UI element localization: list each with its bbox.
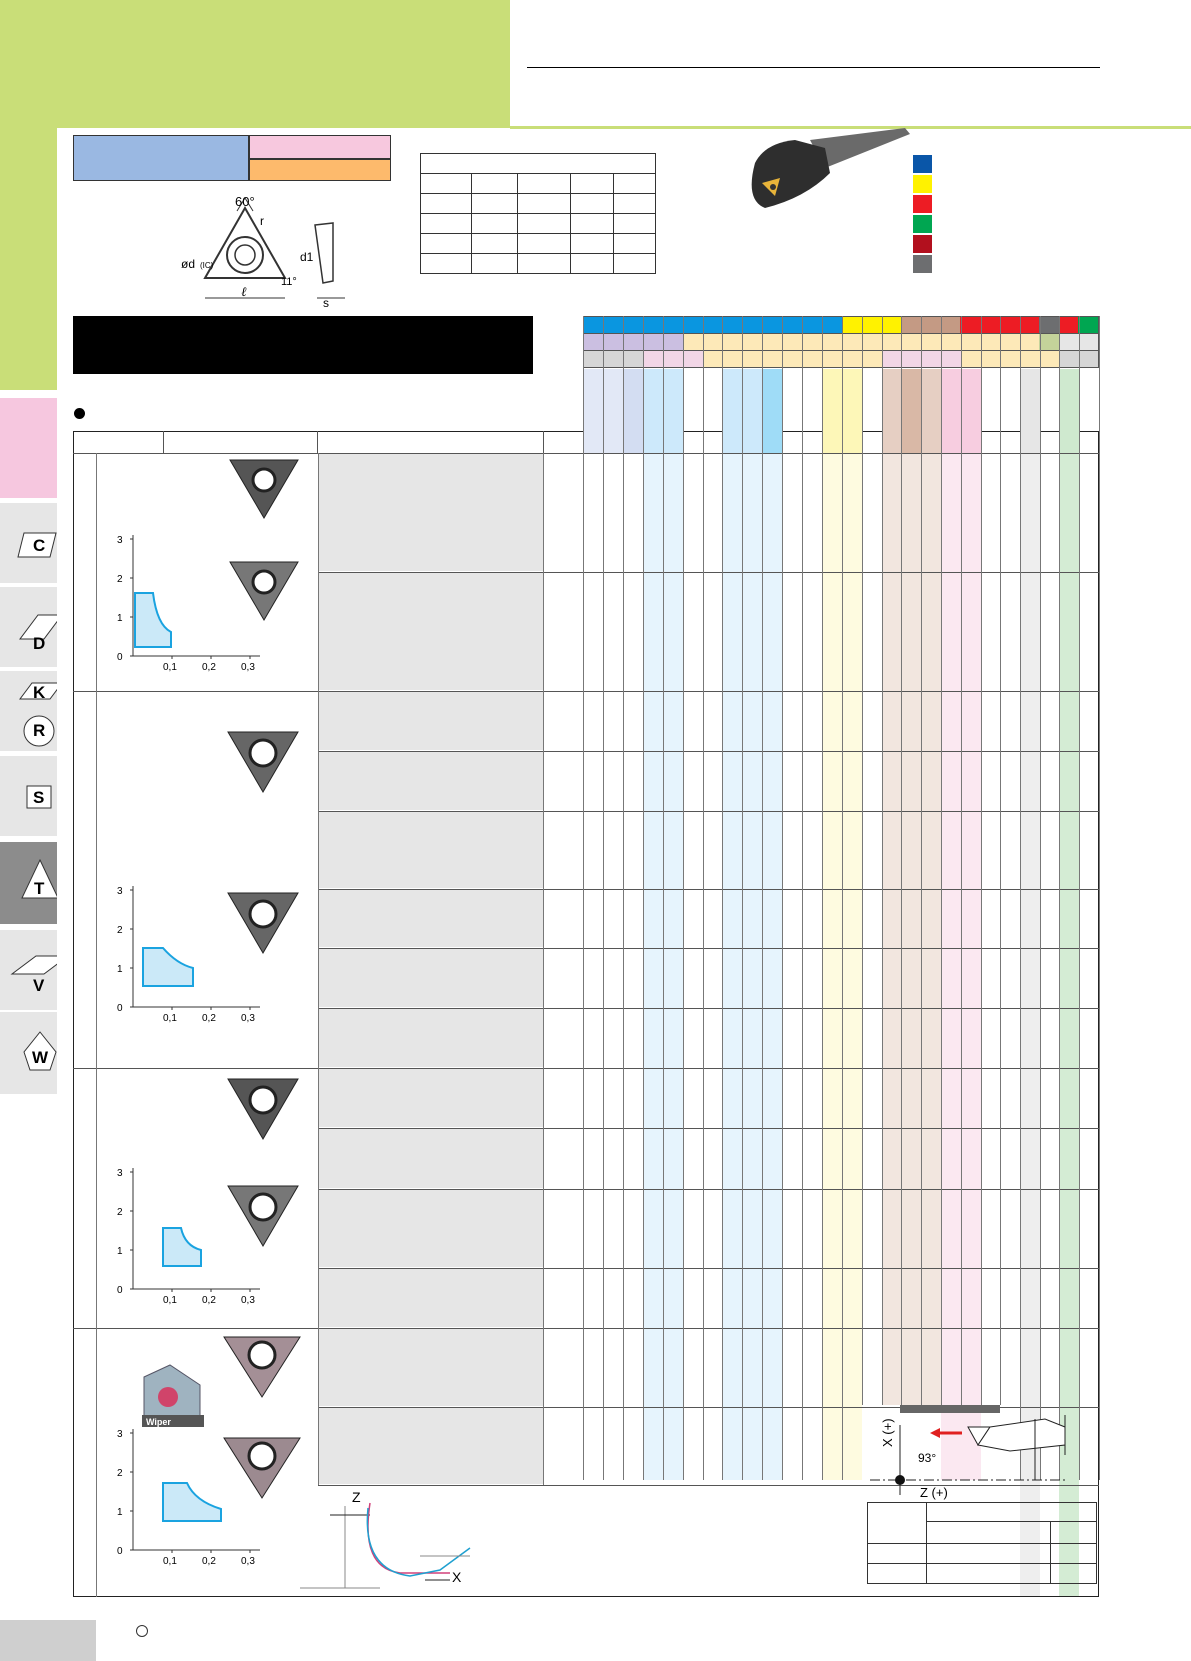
- grade-body-tint: [742, 453, 762, 1480]
- grade-body-tint: [643, 453, 663, 1480]
- group-s-header: [1039, 317, 1059, 333]
- radius-label: r: [260, 214, 264, 228]
- grade-header-tint: [822, 369, 842, 453]
- group-o-header: [1078, 317, 1098, 333]
- x-tick-label: 0,1: [163, 1013, 177, 1024]
- wiper-z-label: Z: [352, 1489, 361, 1505]
- code-column-divider: [543, 453, 544, 1485]
- grade-header-tint: [762, 369, 782, 453]
- x-tick-label: 0,1: [163, 1295, 177, 1306]
- d1-label: d1: [300, 250, 314, 264]
- grade-header-tint: [722, 369, 742, 453]
- group-m-header: [842, 317, 901, 333]
- grade-header-tint: [663, 369, 683, 453]
- y-tick-label: 2: [117, 1207, 123, 1218]
- legend-green-swatch: [913, 215, 932, 233]
- x-tick-label: 0,2: [202, 1013, 216, 1024]
- grade-body-tint: [822, 453, 842, 1480]
- cutting-range-graph: [115, 535, 265, 675]
- column-divider: [1059, 316, 1060, 1480]
- grade-body-tint: [722, 453, 742, 1480]
- column-divider: [981, 316, 982, 1405]
- footer-circle-icon: [136, 1625, 148, 1637]
- sidebar-tab-d[interactable]: [0, 587, 57, 667]
- grade-coating-header: [583, 351, 1099, 368]
- boring-bar-photo: [735, 128, 915, 223]
- column-divider: [722, 316, 723, 1480]
- column-divider: [1040, 316, 1041, 1480]
- column-divider: [822, 316, 823, 1480]
- shape-k-icon: [0, 671, 57, 751]
- legend-gray-swatch: [913, 255, 932, 273]
- description-cell: [318, 692, 543, 750]
- sidebar-tab-t-label: T: [34, 879, 45, 898]
- column-divider: [782, 316, 783, 1480]
- group-h-header: [1059, 317, 1078, 333]
- grade-body-tint: [901, 453, 921, 1405]
- grade-body-tint: [961, 453, 981, 1480]
- y-tick-label: 1: [117, 964, 123, 975]
- sidebar-tab-v[interactable]: [0, 930, 57, 1010]
- grade-subgroup-header: [583, 334, 1099, 351]
- y-tick-label: 1: [117, 1246, 123, 1257]
- thickness-label: s: [323, 296, 329, 310]
- grade-header-tint: [623, 369, 643, 453]
- description-cell: [318, 454, 543, 571]
- grade-header-tint: [742, 369, 762, 453]
- description-cell: [318, 1269, 543, 1327]
- description-cell: [318, 1408, 543, 1484]
- grade-header-tint: [643, 369, 663, 453]
- grade-group-header: [583, 316, 1099, 334]
- grade-body-tint: [842, 453, 862, 1480]
- shape-s-icon: [0, 756, 57, 836]
- description-cell: [318, 890, 543, 947]
- approach-angle: 93°: [918, 1451, 937, 1465]
- cutting-range-graph: [115, 1168, 265, 1308]
- diameter-label: ød: [181, 257, 196, 271]
- column-divider: [901, 316, 902, 1405]
- x-tick-label: 0,1: [163, 662, 177, 673]
- angle-label: 60°: [235, 194, 255, 209]
- shape-v-icon: [0, 930, 57, 1010]
- wiper-label: Wiper: [146, 1417, 171, 1427]
- shape-w-icon: [0, 1012, 57, 1094]
- cutting-range-graph: [115, 886, 265, 1026]
- z-axis-label: Z (+): [920, 1485, 948, 1500]
- legend-red-swatch: [913, 195, 932, 213]
- grade-header-tint: [842, 369, 862, 453]
- y-tick-label: 3: [117, 886, 123, 897]
- legend-yellow-swatch: [913, 175, 932, 193]
- sidebar-tab-w[interactable]: [0, 1012, 57, 1094]
- column-divider: [643, 316, 644, 1480]
- column-divider: [583, 316, 584, 1480]
- sidebar-tab-s[interactable]: [0, 756, 57, 836]
- grade-header-tint: [603, 369, 623, 453]
- column-divider: [1000, 316, 1001, 1405]
- cutting-range-area: [163, 1228, 201, 1266]
- y-tick-label: 0: [117, 1285, 123, 1296]
- sidebar-tab-k-label: K: [33, 683, 46, 702]
- x-tick-label: 0,1: [163, 1556, 177, 1567]
- column-divider: [1079, 316, 1080, 1480]
- cutting-range-area: [163, 1483, 221, 1521]
- x-tick-label: 0,2: [202, 1556, 216, 1567]
- sidebar-pink-tab: [0, 398, 57, 498]
- column-divider: [842, 316, 843, 1480]
- holder-table: [867, 1502, 1097, 1584]
- insert-photo-1: [228, 456, 300, 522]
- column-divider: [1020, 316, 1021, 1480]
- x-tick-label: 0,2: [202, 1295, 216, 1306]
- grade-header-tint: [921, 369, 941, 453]
- column-divider: [1099, 316, 1100, 1480]
- length-label: ℓ: [241, 284, 247, 299]
- column-divider: [742, 316, 743, 1480]
- legend-darkred-swatch: [913, 235, 932, 253]
- description-cell: [318, 1009, 543, 1067]
- grade-body-tint: [882, 453, 901, 1405]
- y-tick-label: 0: [117, 1546, 123, 1557]
- description-cell: [318, 752, 543, 810]
- header-band: [0, 0, 510, 128]
- category-box-orange: [249, 159, 391, 181]
- group-divider: [73, 691, 318, 692]
- y-tick-label: 3: [117, 1168, 123, 1179]
- category-box-pink: [249, 135, 391, 159]
- shape-d-icon: [0, 587, 57, 667]
- wiper-x-label: X: [452, 1569, 462, 1585]
- grade-header-tint: [1059, 369, 1079, 453]
- sidebar-tab-c-label: C: [33, 536, 46, 555]
- table-header-row: [73, 431, 583, 454]
- description-cell: [318, 1069, 543, 1127]
- category-box-blue: [73, 135, 249, 181]
- column-divider: [623, 316, 624, 1480]
- grade-body-tint: [762, 453, 782, 1480]
- sidebar-tab-v-label: V: [33, 976, 45, 995]
- y-tick-label: 2: [117, 1468, 123, 1479]
- column-divider: [941, 316, 942, 1405]
- dimensions-table: [420, 153, 656, 274]
- column-divider: [882, 316, 883, 1405]
- y-tick-label: 0: [117, 1003, 123, 1014]
- column-divider: [683, 316, 684, 1480]
- cutting-range-graph: [115, 1429, 265, 1569]
- page-number-tab: [0, 1620, 96, 1661]
- description-cell: [318, 1129, 543, 1188]
- shape-c-icon: [0, 503, 57, 583]
- grade-header-tint: [583, 369, 603, 453]
- clearance-angle-label: 11°: [281, 276, 297, 288]
- group-divider: [73, 1328, 318, 1329]
- sidebar-tab-w-label: W: [32, 1048, 49, 1067]
- description-cell: [318, 1329, 543, 1406]
- column-divider: [762, 316, 763, 1480]
- y-tick-label: 1: [117, 1507, 123, 1518]
- x-tick-label: 0,3: [241, 1295, 255, 1306]
- header-rule: [527, 67, 1100, 68]
- grade-header-tint: [941, 369, 961, 453]
- wiper-surface-diagram: [300, 1488, 480, 1593]
- column-divider: [921, 316, 922, 1405]
- shape-t-icon: [0, 842, 57, 924]
- section-banner: [73, 316, 533, 374]
- x-tick-label: 0,3: [241, 662, 255, 673]
- x-axis-label: X (+): [880, 1418, 895, 1447]
- y-tick-label: 2: [117, 574, 123, 585]
- sidebar-tab-d-label: D: [33, 634, 46, 653]
- description-cell: [318, 1190, 543, 1267]
- group-column-divider: [96, 453, 97, 1597]
- x-tick-label: 0,2: [202, 662, 216, 673]
- insert-photo-3: [226, 728, 300, 796]
- group-divider: [73, 1068, 318, 1069]
- legend-blue-swatch: [913, 155, 932, 173]
- sidebar-green-band: [0, 128, 57, 390]
- y-tick-label: 3: [117, 1429, 123, 1440]
- insert-geometry-diagram: [175, 193, 385, 311]
- y-tick-label: 2: [117, 925, 123, 936]
- grade-header-tint: [901, 369, 921, 453]
- group-k-header: [901, 317, 960, 333]
- grade-body-tint: [921, 453, 941, 1405]
- y-tick-label: 0: [117, 652, 123, 663]
- cutting-range-area: [135, 593, 171, 647]
- description-column-divider: [318, 453, 319, 1485]
- sidebar-tab-s-label: S: [33, 788, 45, 807]
- section-bullet-icon: [74, 408, 85, 419]
- sidebar-tab-c[interactable]: [0, 503, 57, 583]
- column-divider: [603, 316, 604, 1480]
- column-divider: [663, 316, 664, 1480]
- grade-body-tint: [941, 453, 961, 1480]
- sidebar-tab-t[interactable]: [0, 842, 57, 924]
- insert-photo-5: [226, 1075, 300, 1143]
- x-tick-label: 0,3: [241, 1556, 255, 1567]
- ic-label: (IC): [200, 261, 214, 270]
- y-tick-label: 3: [117, 535, 123, 546]
- description-cell: [318, 949, 543, 1007]
- x-tick-label: 0,3: [241, 1013, 255, 1024]
- cutting-range-area: [143, 948, 193, 986]
- sidebar-tab-kr[interactable]: [0, 671, 57, 751]
- sidebar-tab-r-label: R: [33, 721, 46, 740]
- grade-header-tint: [1020, 369, 1040, 453]
- insert-photo-7: [222, 1333, 302, 1399]
- column-divider: [703, 316, 704, 1480]
- column-divider: [961, 316, 962, 1405]
- y-tick-label: 1: [117, 613, 123, 624]
- wiper-illustration: [140, 1355, 206, 1431]
- machining-direction-diagram: [860, 1405, 1090, 1510]
- column-divider: [862, 316, 863, 1405]
- description-cell: [318, 573, 543, 690]
- grade-body-tint: [663, 453, 683, 1480]
- grade-header-tint: [882, 369, 901, 453]
- description-cell: [318, 812, 543, 888]
- column-divider: [802, 316, 803, 1480]
- grade-header-tint: [961, 369, 981, 453]
